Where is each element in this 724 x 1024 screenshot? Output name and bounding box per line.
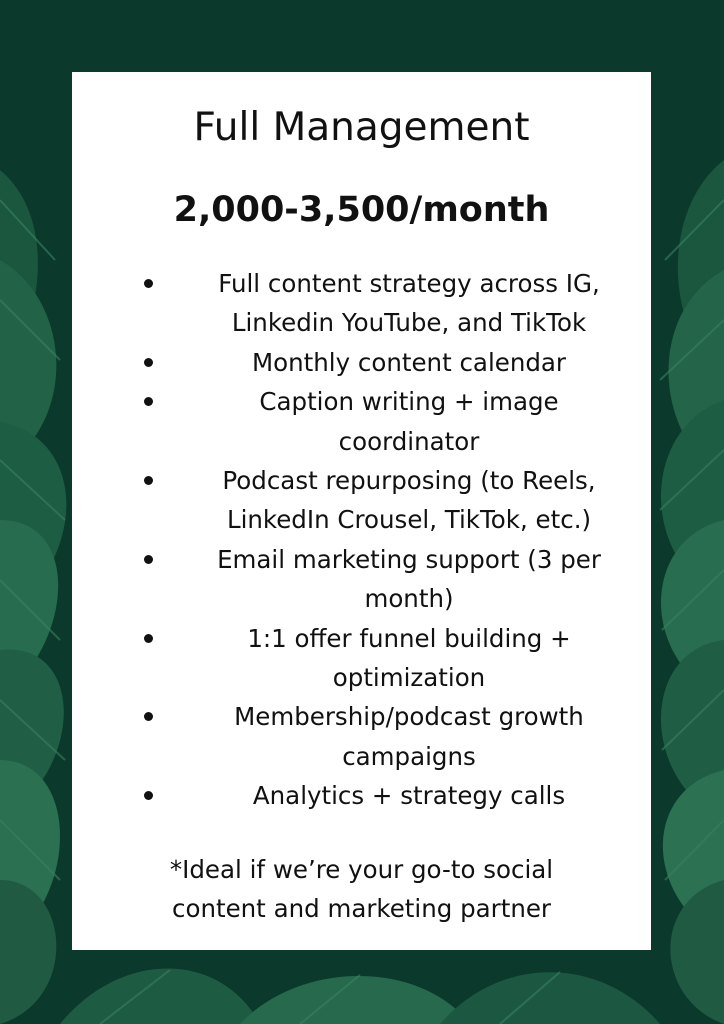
plan-price: 2,000-3,500/month [173,190,550,230]
bullet-icon [144,555,153,564]
list-item: Monthly content calendar [140,343,650,382]
features-list [140,264,650,816]
plan-title: Full Management [193,105,530,150]
bullet-icon [144,397,153,406]
pricing-card [72,72,651,950]
list-item: Podcast repurposing (to Reels, LinkedIn Crousel, TikTok, etc.) [140,461,650,540]
bullet-icon [144,791,153,800]
list-item: Analytics + strategy calls [140,776,650,815]
bullet-icon [144,279,153,288]
list-item: 1:1 offer funnel building + optimization [140,619,650,698]
bullet-icon [144,358,153,367]
list-item: Email marketing support (3 per month) [140,540,650,619]
list-item: Membership/podcast growth campaigns [140,697,650,776]
ideal-for-note: *Ideal if we’re your go-to social content and marketing partner [169,855,554,923]
list-item: Full content strategy across IG, Linkedin YouTube, and TikTok [140,264,650,343]
bullet-icon [144,634,153,643]
list-item: Caption writing + image coordinator [140,382,650,461]
bullet-icon [144,476,153,485]
bullet-icon [144,712,153,721]
